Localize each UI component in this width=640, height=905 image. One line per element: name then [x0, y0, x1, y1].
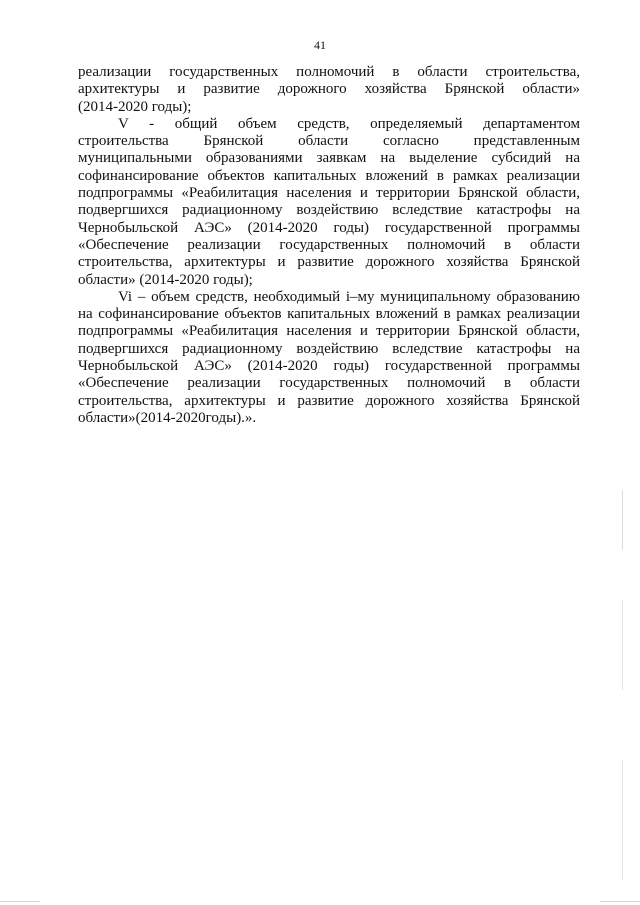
paragraph-3-line-3: подпрограммы «Реабилитация населения и территории Брянской области, — [78, 323, 580, 340]
paragraph-3-line-2: на софинансирование объектов капитальных вложений в рамках реализации — [78, 306, 580, 323]
paragraph-3-line-7: строительства, архитектуры и развитие дорожного хозяйства Брянской — [78, 392, 580, 409]
paragraph-1-line-3: (2014-2020 годы); — [78, 98, 192, 115]
paragraph-2-line-10: области» (2014-2020 годы); — [78, 271, 253, 288]
scan-mark — [622, 600, 623, 690]
paragraph-3-line-6: «Обеспечение реализации государственных полномочий в области — [78, 375, 580, 392]
paragraph-3-line-8: области»(2014-2020годы).». — [78, 409, 257, 426]
scan-mark — [622, 490, 623, 550]
paragraph-1-line-1: реализации государственных полномочий в области строительства, — [78, 64, 580, 80]
paragraph-3-line-1: Vi – объем средств, необходимый i–му муниципальному образованию — [118, 288, 580, 305]
paragraph-2-line-8: «Обеспечение реализации государственных полномочий в области — [78, 236, 580, 253]
paragraph-2-line-6: подвергшихся радиационному воздействию вследствие катастрофы на — [78, 202, 580, 219]
page-number: 41 — [314, 38, 326, 52]
paragraph-2-line-7: Чернобыльской АЭС» (2014-2020 годы) государственной программы — [78, 219, 580, 236]
document-body — [78, 64, 580, 427]
paragraph-2-line-2: строительства Брянской области согласно представленным — [78, 133, 580, 150]
paragraph-3-line-4: подвергшихся радиационному воздействию вследствие катастрофы на — [78, 340, 580, 357]
paragraph-2-line-4: софинансирование объектов капитальных вложений в рамках реализации — [78, 167, 580, 184]
paragraph-3-line-5: Чернобыльской АЭС» (2014-2020 годы) государственной программы — [78, 358, 580, 375]
paragraph-2-line-9: строительства, архитектуры и развитие дорожного хозяйства Брянской — [78, 254, 580, 271]
scan-mark — [600, 901, 640, 902]
paragraph-2-line-1: V - общий объем средств, определяемый департаментом — [118, 115, 580, 132]
scan-mark — [622, 760, 623, 880]
paragraph-2-line-5: подпрограммы «Реабилитация населения и территории Брянской области, — [78, 185, 580, 202]
paragraph-2-line-3: муниципальными образованиями заявкам на выделение субсидий на — [78, 150, 580, 167]
paragraph-1-line-2: архитектуры и развитие дорожного хозяйства Брянской области» — [78, 81, 580, 98]
scan-mark — [0, 901, 40, 902]
